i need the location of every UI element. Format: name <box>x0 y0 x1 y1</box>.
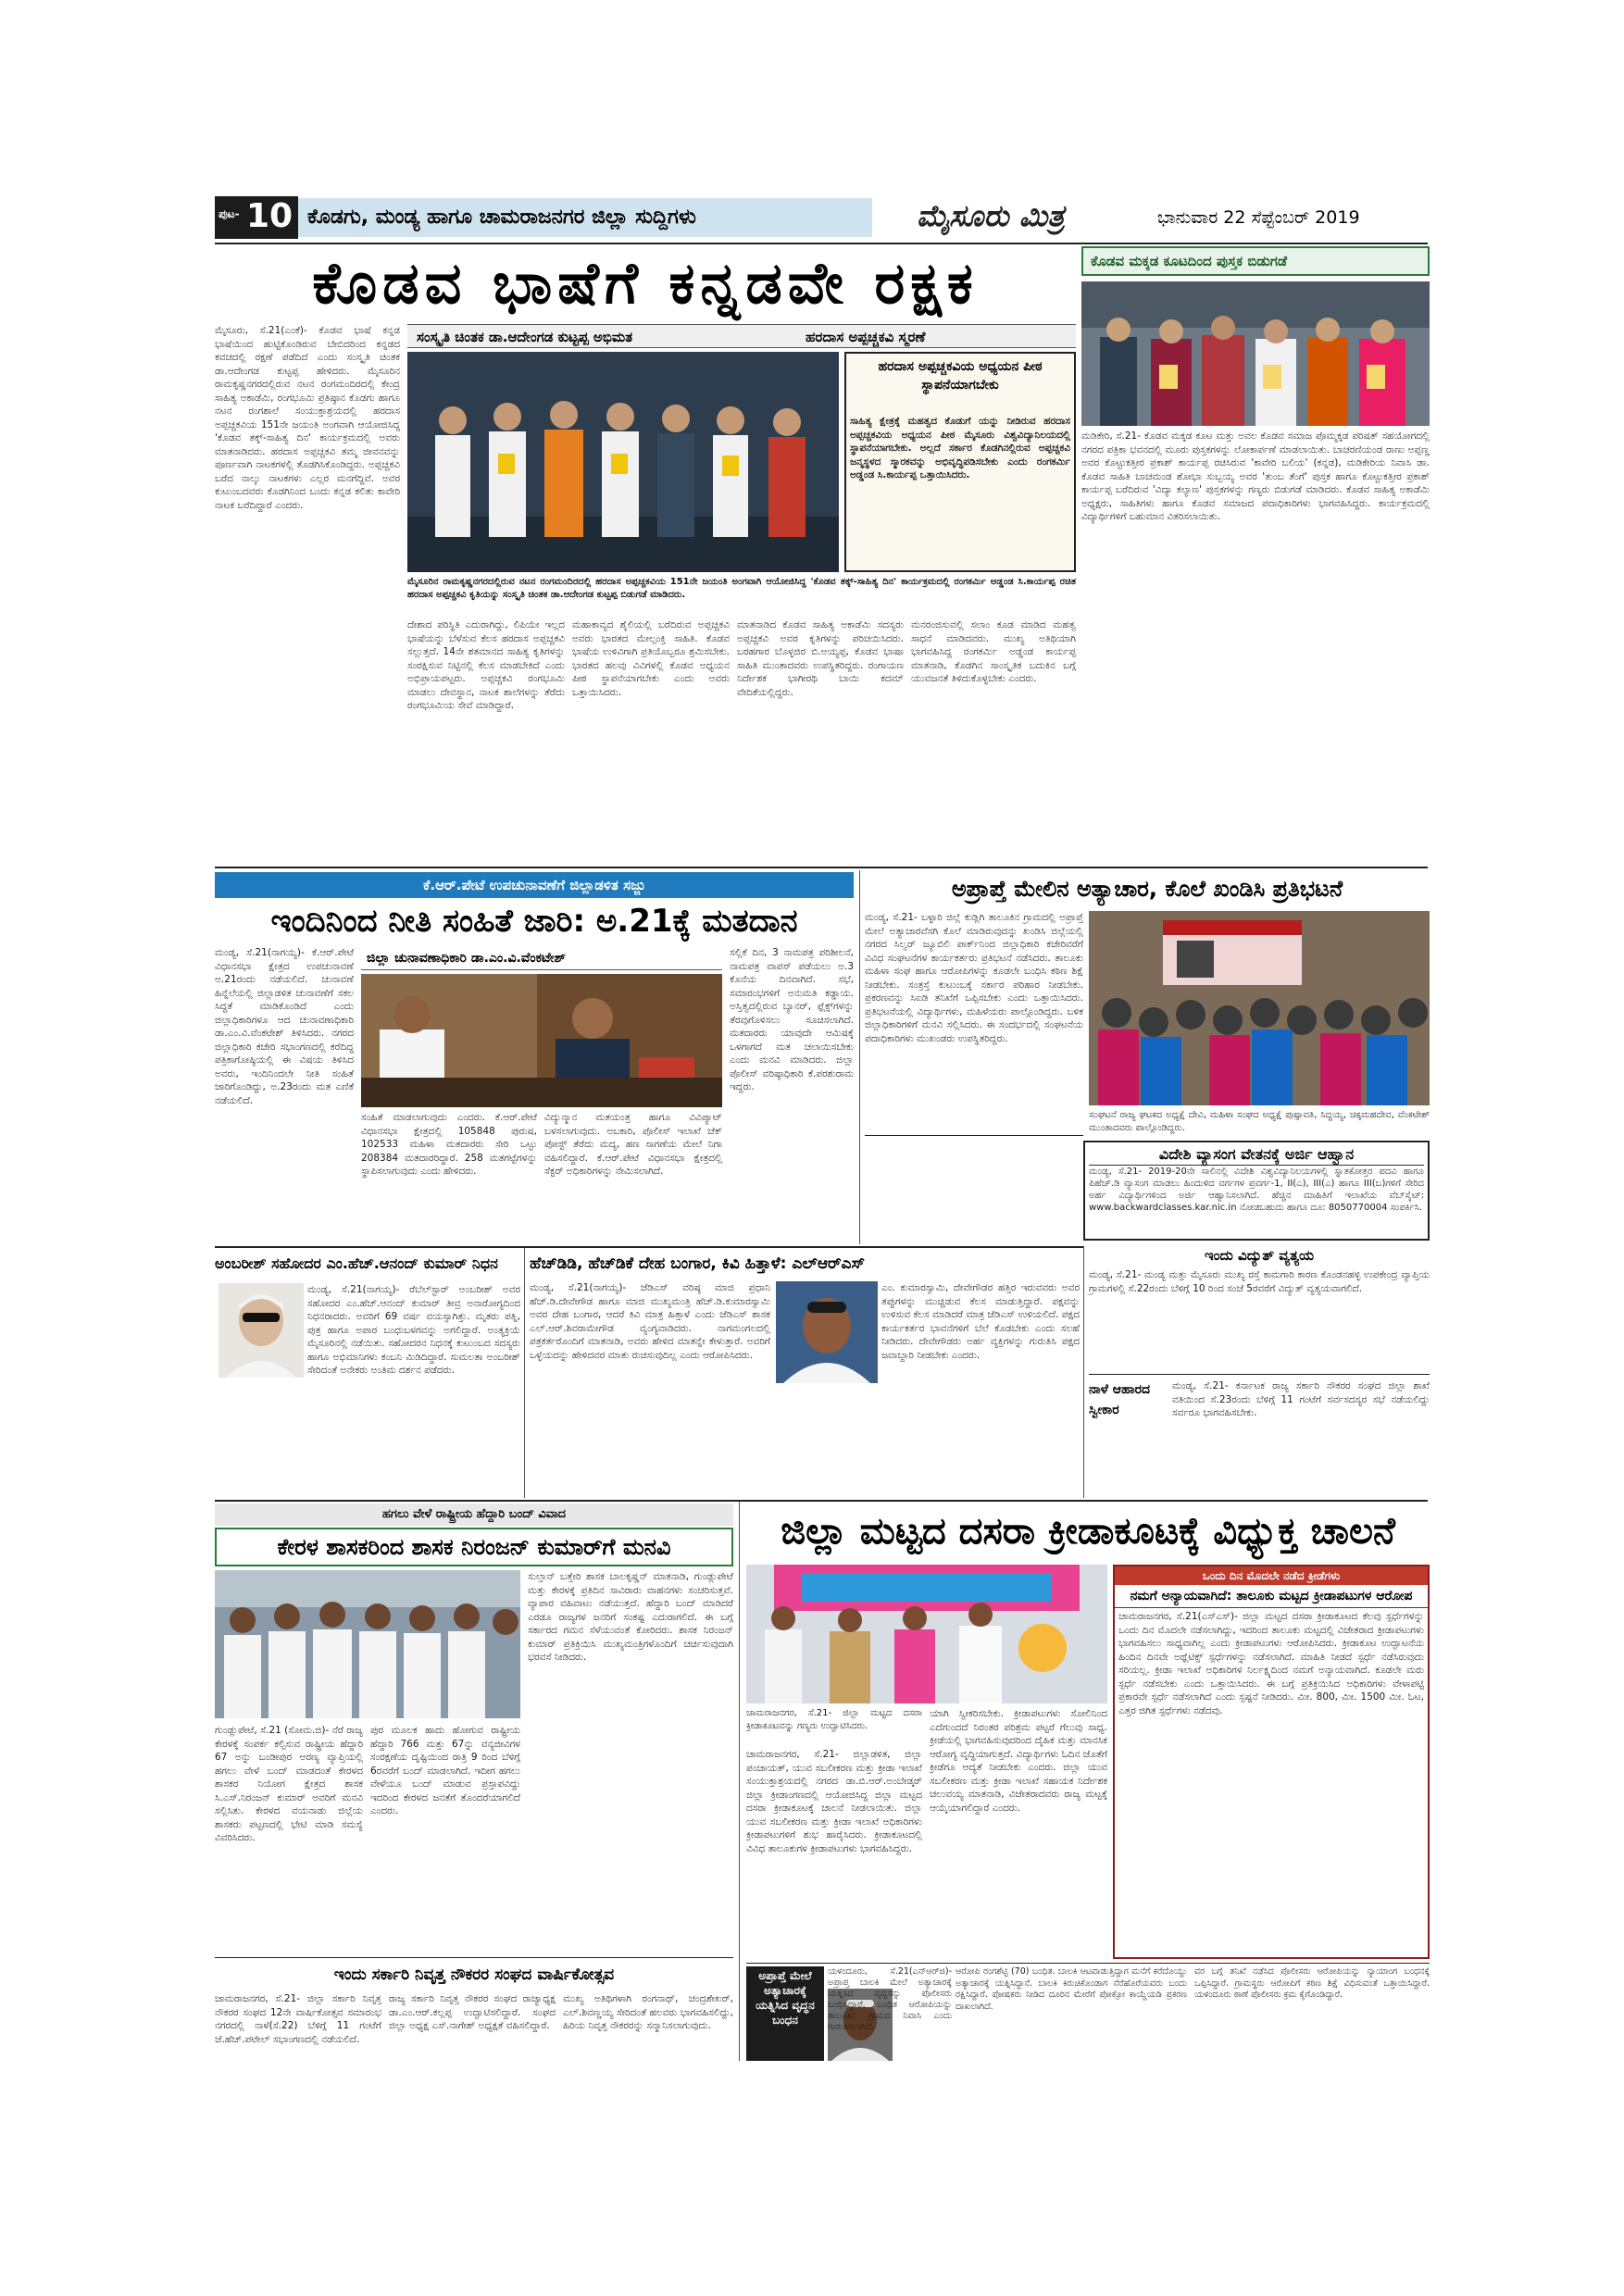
lead-sidebar-text: ಸಾಹಿತ್ಯ ಕ್ಷೇತ್ರಕ್ಕೆ ಮಹತ್ವದ ಕೊಡುಗೆ ಯನ್ನು ನೀಡಿರುವ ಹರದಾಸ ಅಪ್ಪಚ್ಚಕವಿಯ ಅಧ್ಯಯನ ಪೀಠ ಮೈಸೂರು ವಿಶ್ವವಿದ್ಯಾನಿಲಯದಲ್ಲಿ ಸ್ಥಾಪನೆಯಾಗಬೇಕು. ಅಲ್ಲದೆ ಸರ್ಕಾರ ಕೊಡಗಿನಲ್ಲಿರುವ ಅಪ್ಪಚ್ಚಕವಿ ಜನ್ಮಸ್ಥಳದ ಸ್ಮಾರಕವನ್ನು ಅಭಿವೃದ್ಧಿಪಡಿಸಬೇಕು ಎಂದು ರಂಗಕರ್ಮಿ ಅಡ್ಡಂಡ ಸಿ.ಕಾರ್ಯಪ್ಪ ಒತ್ತಾಯಿಸಿದರು. <box>850 416 1070 480</box>
arrest-col-1: ಯಳಂದೂರು, ಸೆ.21(ಎನ್‌ಆರ್‌ಜಿ)- ಅಪ್ರಾಪ್ತ ಬಾಲಕಿ ಮೇಲೆ ಅತ್ಯಾಚಾರಕ್ಕೆ ಯತ್ನಿಸಿದ ವೃದ್ಧನನ್ನು ಪೊಲೀಸರು ಬಂಧಿಸಿದ್ದಾರೆ. ಬಂಧಿತ ಆರೋಪಿಯನ್ನು ತಾಲೂಕಿನ ಗ್ರಾಮದ ನಿವಾಸಿ ಎಂದು ಗುರುತಿಸಲಾಗಿದೆ. <box>828 1966 952 2032</box>
arrest-label-box <box>746 1966 824 2061</box>
lead-subhead-1: ಸಂಸ್ಕೃತಿ ಚಿಂತಕ ಡಾ.ಆದೇಂಗಡ ಕುಟ್ಟಪ್ಪ ಅಭಿಮತ <box>417 329 633 345</box>
section-title: ಕೊಡಗು, ಮಂಡ್ಯ ಹಾಗೂ ಚಾಮರಾಜನಗರ ಜಿಲ್ಲಾ ಸುದ್ದಿಗಳು <box>298 198 872 237</box>
dasara-col-1: ಚಾಮರಾಜನಗರ, ಸೆ.21- ಜಿಲ್ಲಾಡಳಿತ, ಜಿಲ್ಲಾ ಪಂಚಾಯತ್, ಯುವ ಸಬಲೀಕರಣ ಮತ್ತು ಕ್ರೀಡಾ ಇಲಾಖೆ ಸಂಯುಕ್ತಾಶ್ರಯದಲ್ಲಿ ನಗರದ ಡಾ.ಬಿ.ಆರ್.ಅಂಬೇಡ್ಕರ್ ಜಿಲ್ಲಾ ಕ್ರೀಡಾಂಗಣದಲ್ಲಿ ಆಯೋಜಿಸಿದ್ದ ಜಿಲ್ಲಾ ಮಟ್ಟದ ದಸರಾ ಕ್ರೀಡಾಕೂಟಕ್ಕೆ ಚಾಲನೆ ನೀಡಲಾಯಿತು. ಜಿಲ್ಲಾ ಯುವ ಸಬಲೀಕರಣ ಮತ್ತು ಕ್ರೀಡಾ ಇಲಾಖೆ ಅಧಿಕಾರಿಗಳು ಕ್ರೀಡಾಪಟುಗಳಿಗೆ ಶುಭ ಹಾರೈಸಿದರು. ಕ್ರೀಡಾಕೂಟದಲ್ಲಿ ವಿವಿಧ ತಾಲೂಕುಗಳ ಕ್ರೀಡಾಪಟುಗಳು ಭಾಗವಹಿಸಿದ್ದರು. <box>746 1749 922 1854</box>
sports-box-text: ಚಾಮರಾಜನಗರ, ಸೆ.21(ಎಸ್‌ಎಸ್)- ಜಿಲ್ಲಾ ಮಟ್ಟದ ದಸರಾ ಕ್ರೀಡಾಕೂಟದ ಕೆಲವು ಸ್ಪರ್ಧೆಗಳನ್ನು ಒಂದು ದಿನ ಮೊದಲೇ ನಡೆಸಲಾಗಿದ್ದು, ಇದರಿಂದ ತಾಲೂಕು ಮಟ್ಟದಲ್ಲಿ ವಿಜೇತರಾದ ಕ್ರೀಡಾಪಟುಗಳು ಭಾಗವಹಿಸಲು ಸಾಧ್ಯವಾಗಿಲ್ಲ ಎಂದು ಕ್ರೀಡಾಪಟುಗಳು ಆರೋಪಿಸಿದರು. ಕ್ರೀಡಾಕೂಟ ಉದ್ಘಾಟನೆಯ ಹಿಂದಿನ ದಿನವೇ ಅಥ್ಲೆಟಿಕ್ಸ್ ಸ್ಪರ್ಧೆಗಳನ್ನು ನಡೆಸಲಾಗಿದೆ. ಮಾಹಿತಿ ನೀಡದೆ ಸ್ಪರ್ಧೆ ನಡೆಸಿರುವುದು ಸರಿಯಲ್ಲ. ಕ್ರೀಡಾ ಇಲಾಖೆ ಅಧಿಕಾರಿಗಳ ನಿರ್ಲಕ್ಷ್ಯದಿಂದ ನಮಗೆ ಅನ್ಯಾಯವಾಗಿದೆ. ಕೂಡಲೇ ಮರು ಸ್ಪರ್ಧೆ ನಡೆಸಬೇಕು ಎಂದು ಒತ್ತಾಯಿಸಿದರು. ಈ ಬಗ್ಗೆ ಪ್ರತಿಕ್ರಿಯಿಸಿದ ಅಧಿಕಾರಿಗಳು ವೇಳಾಪಟ್ಟಿ ಪ್ರಕಾರವೇ ಸ್ಪರ್ಧೆ ನಡೆಸಲಾಗಿದೆ ಎಂದು ಸ್ಪಷ್ಟನೆ ನೀಡಿದರು. ಮೀ. 800, ಮೀ. 1500 ಮೀ. ಓಟ, ಎತ್ತರ ಜಿಗಿತ ಸ್ಪರ್ಧೆಗಳು ನಡೆದವು. <box>1118 1611 1424 1716</box>
election-subhead: ಜಿಲ್ಲಾ ಚುನಾವಣಾಧಿಕಾರಿ ಡಾ.ಎಂ.ವಿ.ವೆಂಕಟೇಶ್ <box>367 951 566 966</box>
arrest-rule <box>746 1963 1430 1964</box>
arrest-label: ಅಪ್ರಾಪ್ತೆ ಮೇಲೆ ಅತ್ಯಾಚಾರಕ್ಕೆ ಯತ್ನಿಸಿದ ವೃದ್ಧನ ಬಂಧನ <box>756 1969 815 2027</box>
powercut-text: ಮಂಡ್ಯ, ಸೆ.21- ಮಂಡ್ಯ ಮತ್ತು ಮೈಸೂರು ಮುಖ್ಯ ರಸ್ತೆ ಕಾಮಗಾರಿ ಕಾರಣ ಕೊಂಡನಹಳ್ಳಿ ಉಪಕೇಂದ್ರ ವ್ಯಾಪ್ತಿಯ ಗ್ರಾಮಗಳಲ್ಲಿ ಸೆ.22ರಂದು ಬೆಳಿಗ್ಗೆ 10 ರಿಂದ ಸಂಜೆ 5ರವರೆಗೆ ವಿದ್ಯುತ್ ವ್ಯತ್ಯಯವಾಗಲಿದೆ. <box>1089 1269 1430 1294</box>
page-label: ಪುಟ- <box>219 207 240 220</box>
atrocity-photo-image <box>1089 911 1430 1105</box>
atrocity-photo <box>1089 911 1430 1105</box>
kodava-books-photo-image <box>1081 281 1430 426</box>
page-number: 10 <box>246 197 294 235</box>
kodava-books-photo <box>1081 281 1430 426</box>
hdk-photo <box>776 1281 878 1383</box>
scholarship-box <box>1083 1141 1430 1241</box>
lead-col-1: ಮೈಸೂರು, ಸೆ.21(ಎಂಕೆ)- ಕೊಡವ ಭಾಷೆ ಕನ್ನಡ ಭಾಷೆಯಿಂದ ಹುಟ್ಟಿಕೊಂಡಿರುವ ಬೇಬಿದರಿಂದ ಕನ್ನಡದ ಕವಚದಲ್ಲಿ ರಕ್ಷಣೆ ಪಡೆದಿದೆ ಎಂದು ಸಂಸ್ಕೃತಿ ಚಿಂತಕ ಡಾ.ಆದೇಂಗಡ ಕುಟ್ಟಪ್ಪ ಹೇಳಿದರು. ಮೈಸೂರಿನ ರಾಮಕೃಷ್ಣನಗರದಲ್ಲಿರುವ ನಟನ ರಂಗಮಂದಿರದಲ್ಲಿ ಕೇಂದ್ರ ಸಾಹಿತ್ಯ ಅಕಾಡೆಮಿ, ರಂಗಭೂಮಿ ಪ್ರತಿಷ್ಠಾನ ಕೊಡಗು ಹಾಗೂ ನಟನ ರಂಗಶಾಲೆ ಸಂಯುಕ್ತಾಶ್ರಯದಲ್ಲಿ ಹರದಾಸ ಅಪ್ಪಚ್ಚಕವಿಯ 151ನೇ ಜಯಂತಿ ಅಂಗವಾಗಿ ಆಯೋಜಿಸಿದ್ದ 'ಕೊಡವ ತಕ್ಕ್-ಸಾಹಿತ್ಯ ದಿನ' ಕಾರ್ಯಕ್ರಮದಲ್ಲಿ ಅವರು ಮಾತನಾಡಿದರು. ಹರದಾಸ ಅಪ್ಪಚ್ಚಕವಿ ತಮ್ಮ ಜೀವನವನ್ನು ಪೂರ್ಣವಾಗಿ ನಾಟಕಗಳಲ್ಲಿ ತೊಡಗಿಸಿಕೊಂಡಿದ್ದರು. ಅಪ್ಪಚ್ಚಕವಿ ಬರೆದ ನಾಲ್ಕು ನಾಟಕಗಳು ಎಲ್ಲರ ಮನಗೆದ್ದಿವೆ. ಅವರ ಕುಟುಂಬದವರು ಕೊಡಗಿನಿಂದ ಬಂದು ಕನ್ನಡ ಕಲಿತು ಕಾವೇರಿ ನಾಟಕ ಬರೆದಿದ್ದಾರೆ ಎಂದರು. <box>215 325 400 511</box>
election-photo-image <box>361 974 722 1107</box>
lead-col-5: ಮನರಂಜಿಸುವಲ್ಲಿ ಸಲಾಂ ಕೂಡ ಮಾಡಿದ ಮಹತ್ವ ಸಾಧನೆ ಮಾಡಿದವರು. ಮುಖ್ಯ ಅತಿಥಿಯಾಗಿ ಭಾಗವಹಿಸಿದ್ದ ರಂಗಕರ್ಮಿ ಅಡ್ಡಂಡ ಕಾರ್ಯಪ್ಪ ಮಾತನಾಡಿ, ಕೊಡಗಿನ ಸಾಂಸ್ಕೃತಿಕ ಬದುಕಿನ ಬಗ್ಗೆ ಯುವಜನತೆ ತಿಳಿದುಕೊಳ್ಳಬೇಕು ಎಂದರು. <box>911 619 1076 684</box>
kodava-books-title-bar <box>1081 246 1430 276</box>
atrocity-caption: ಸಂಘಟನೆ ರಾಜ್ಯ ಘಟಕದ ಅಧ್ಯಕ್ಷೆ ದೇವಿ, ಮಹಿಳಾ ಸಂಘದ ಅಧ್ಯಕ್ಷೆ ಪುಷ್ಪಾವತಿ, ಸಿದ್ದಯ್ಯ, ಚಿಕ್ಕಮಹದೇವ, ವೆಂಕಟೇಶ್ ಮುಂತಾದವರು ಪಾಲ್ಗೊಂಡಿದ್ದರು. <box>1089 1110 1430 1133</box>
lead-col-4: ಮಾತನಾಡಿದ ಕೊಡವ ಸಾಹಿತ್ಯ ಅಕಾಡೆಮಿ ಸದಸ್ಯರು ಅಪ್ಪಚ್ಚಕವಿ ಅವರ ಕೃತಿಗಳನ್ನು ಪರಿಚಯಿಸಿದರು. ಬರಹಗಾರ ಬೊಳ್ಳಜಿರ ಬಿ.ಅಯ್ಯಪ್ಪ, ಕೊಡವ ಭಾಷಾ ಸಾಹಿತಿ ಮುಂತಾದವರು ಉಪಸ್ಥಿತರಿದ್ದರು. ರಂಗಾಯಣ ನಿರ್ದೇಶಕ ಭಾಗೀರಥಿ ಬಾಯಿ ಕದಮ್ ವೇದಿಕೆಯಲ್ಲಿದ್ದರು. <box>737 619 904 698</box>
election-divider <box>859 870 860 1244</box>
election-col-2: ಸಂಹಿತೆ ಮಾಡಲಾಗುವುದು ಎಂದರು. ಕೆ.ಆರ್.ಪೇಟೆ ವಿಧಾನಸಭಾ ಕ್ಷೇತ್ರದಲ್ಲಿ 105848 ಪುರುಷ, 102533 ಮಹಿಳಾ ಮತದಾರರು ಸೇರಿ ಒಟ್ಟು 208384 ಮತದಾರರಿದ್ದಾರೆ. 258 ಮತಗಟ್ಟೆಗಳನ್ನು ಸ್ಥಾಪಿಸಲಾಗುವುದು ಎಂದು ಹೇಳಿದರು. <box>361 1112 537 1177</box>
scholarship-title: ವಿದೇಶಿ ವ್ಯಾಸಂಗ ವೇತನಕ್ಕೆ ಅರ್ಜಿ ಆಹ್ವಾನ <box>1089 1144 1424 1166</box>
dasara-headline: ಜಿಲ್ಲಾ ಮಟ್ಟದ ದಸರಾ ಕ್ರೀಡಾಕೂಟಕ್ಕೆ ವಿಧ್ಯುಕ್ತ ಚಾಲನೆ <box>781 1510 1395 1553</box>
tomorrow-text: ಮಂಡ್ಯ, ಸೆ.21- ಕರ್ನಾಟಕ ರಾಜ್ಯ ಸರ್ಕಾರಿ ನೌಕರರ ಸಂಘದ ಜಿಲ್ಲಾ ಶಾಖೆ ವತಿಯಿಂದ ಸೆ.23ರಂದು ಬೆಳಿಗ್ಗೆ 11 ಗಂಟೆಗೆ ಸರ್ವಸದಸ್ಯರ ಸಭೆ ನಡೆಯಲಿದ್ದು ಸರ್ವರೂ ಭಾಗವಹಿಸಬೇಕು. <box>1172 1380 1430 1418</box>
kerala-kicker-bar <box>215 1504 733 1526</box>
hdk-col-1: ಮಂಡ್ಯ, ಸೆ.21(ನಾಗಯ್ಯ)- ಜೆಡಿಎಸ್ ವರಿಷ್ಠ ಮಾಜಿ ಪ್ರಧಾನಿ ಹೆಚ್.ಡಿ.ದೇವೇಗೌಡ ಹಾಗೂ ಮಾಜಿ ಮುಖ್ಯಮಂತ್ರಿ ಹೆಚ್.ಡಿ.ಕುಮಾರಸ್ವಾಮಿ ಅವರ ದೇಹ ಬಂಗಾರ, ಆದರೆ ಕಿವಿ ಮಾತ್ರ ಹಿತ್ತಾಳೆ ಎಂದು ಜೆಡಿಎಸ್ ಶಾಸಕ ಎಲ್.ಆರ್.ಶಿವರಾಮೇಗೌಡ ವ್ಯಂಗ್ಯವಾಡಿದರು. ನಾಗಮಂಗಲದಲ್ಲಿ ಪತ್ರಕರ್ತರೊಂದಿಗೆ ಮಾತನಾಡಿ, ಅವರು ಹೇಳಿದ ಮಾತನ್ನೇ ಕೇಳುತ್ತಾರೆ. ಅವರಿಗೆ ಒಳ್ಳೆಯದನ್ನು ಹೇಳಿದವರ ಮಾತು ರುಚಿಸುವುದಿಲ್ಲ ಎಂದು ಆರೋಪಿಸಿದರು. <box>530 1282 770 1361</box>
row3-rule <box>215 1246 1083 1248</box>
header-rule <box>215 243 1428 244</box>
election-col-1: ಮಂಡ್ಯ, ಸೆ.21(ನಾಗಯ್ಯ)- ಕೆ.ಆರ್.ಪೇಟೆ ವಿಧಾನಸಭಾ ಕ್ಷೇತ್ರದ ಉಪಚುನಾವಣೆ ಅ.21ರಂದು ನಡೆಯಲಿದೆ. ಚುನಾವಣೆ ಹಿನ್ನೆಲೆಯಲ್ಲಿ ಜಿಲ್ಲಾಡಳಿತ ಚುನಾವಣೆಗೆ ಸಕಲ ಸಿದ್ಧತೆ ಮಾಡಿಕೊಂಡಿದೆ ಎಂದು ಜಿಲ್ಲಾಧಿಕಾರಿಗಳೂ ಆದ ಚುನಾವಣಾಧಿಕಾರಿ ಡಾ.ಎಂ.ವಿ.ವೆಂಕಟೇಶ್ ತಿಳಿಸಿದರು. ನಗರದ ಜಿಲ್ಲಾಧಿಕಾರಿ ಕಚೇರಿ ಸಭಾಂಗಣದಲ್ಲಿ ಕರೆದಿದ್ದ ಪತ್ರಿಕಾಗೋಷ್ಠಿಯಲ್ಲಿ ಈ ವಿಷಯ ತಿಳಿಸಿದ ಅವರು, ಇಂದಿನಿಂದಲೇ ನೀತಿ ಸಂಹಿತೆ ಜಾರಿಗೊಂಡಿದ್ದು, ಅ.23ರಂದು ಮತ ಎಣಿಕೆ ನಡೆಯಲಿದೆ. <box>215 947 354 1106</box>
lead-photo-caption: ಮೈಸೂರಿನ ರಾಮಕೃಷ್ಣನಗರದಲ್ಲಿರುವ ನಟನ ರಂಗಮಂದಿರದಲ್ಲಿ ಹರದಾಸ ಅಪ್ಪಚ್ಚಕವಿಯ 151ನೇ ಜಯಂತಿ ಅಂಗವಾಗಿ ಆಯೋಜಿಸಿದ್ದ 'ಕೊಡವ ತಕ್ಕ್-ಸಾಹಿತ್ಯ ದಿನ' ಕಾರ್ಯಕ್ರಮದಲ್ಲಿ ರಂಗಕರ್ಮಿ ಅಡ್ಡಂಡ ಸಿ.ಕಾರ್ಯಪ್ಪ ರಚಿತ ಹರದಾಸ ಅಪ್ಪಚ್ಚಕವಿ ಕೃತಿಯನ್ನು ಸಂಸ್ಕೃತಿ ಚಿಂತಕ ಡಾ.ಆದೇಂಗಡ ಕುಟ್ಟಪ್ಪ ಬಿಡುಗಡೆ ಮಾಡಿದರು. <box>407 577 1076 600</box>
lead-col-2: ದೇಶಾದ ಪರಿಸ್ಥಿತಿ ಎದುರಾಗಿದ್ದು, ಲಿಪಿಯೇ ಇಲ್ಲದ ಭಾಷೆಯನ್ನು ಬೆಳೆಸುವ ಕೆಲಸ ಹರದಾಸ ಅಪ್ಪಚ್ಚಕವಿ ಸಲ್ಲುತ್ತದೆ. 14ನೇ ಶತಮಾನದ ಸಾಹಿತ್ಯ ಕೃತಿಗಳನ್ನು ಸಂರಕ್ಷಿಸುವ ನಿಟ್ಟಿನಲ್ಲಿ ಕೆಲಸ ಮಾಡಬೇಕಿದೆ ಎಂದು ಅಭಿಪ್ರಾಯಪಟ್ಟರು. ಅಪ್ಪಚ್ಚಕವಿ ರಂಗಭೂಮಿ ಮಾಡಲು ದೇವಸ್ಥಾನ, ನಾಟಕ ಶಾಲೆಗಳನ್ನು ತೆರೆದು ರಂಗಭೂಮಿಯ ಸೇವೆ ಮಾಡಿದ್ದಾರೆ. <box>407 619 565 711</box>
kerala-headline-box <box>215 1528 733 1566</box>
masthead: ಮೈಸೂರು ಮಿತ್ರ <box>917 198 1065 233</box>
scholarship-text: ಮಂಡ್ಯ, ಸೆ.21- 2019-20ನೇ ಸಾಲಿನಲ್ಲಿ ವಿದೇಶಿ ವಿಶ್ವವಿದ್ಯಾನಿಲಯಗಳಲ್ಲಿ ಸ್ನಾತಕೋತ್ತರ ಪದವಿ ಹಾಗೂ ಪಿಹೆಚ್.ಡಿ ವ್ಯಾಸಂಗ ಮಾಡಲು ಹಿಂದುಳಿದ ವರ್ಗಗಳ ಪ್ರವರ್ಗ-1, II(ಎ), III(ಎ) ಹಾಗೂ III(ಬ)ಗಳಿಗೆ ಸೇರಿದ ಅರ್ಹ ವಿದ್ಯಾರ್ಥಿಗಳಿಂದ ಅರ್ಜಿ ಆಹ್ವಾನಿಸಲಾಗಿದೆ. ಹೆಚ್ಚಿನ ಮಾಹಿತಿಗೆ ಇಲಾಖೆಯ ವೆಬ್‌ಸೈಟ್: www.backwardclasses.kar.nic.in ನೋಡಬಹುದು ಹಾಗೂ ದೂ: 8050770004 ಸಂಪರ್ಕಿಸಿ. <box>1089 1167 1424 1213</box>
lead-sidebar-title: ಹರದಾಸ ಅಪ್ಪಚ್ಚಕವಿಯ ಅಧ್ಯಯನ ಪೀಠ ಸ್ಥಾಪನೆಯಾಗಬೇಕು <box>878 359 1043 393</box>
election-headline: ಇಂದಿನಿಂದ ನೀತಿ ಸಂಹಿತೆ ಜಾರಿ: ಅ.21ಕ್ಕೆ ಮತದಾನ <box>270 903 798 940</box>
lead-sidebar-box <box>844 352 1076 572</box>
hdk-col-2: ಎಂ. ಕುಮಾರಸ್ವಾಮಿ, ದೇವೇಗೌಡರ ಹತ್ತಿರ ಇರುವವರು ಅವರ ತಪ್ಪುಗಳನ್ನು ಮುಚ್ಚಿಡುವ ಕೆಲಸ ಮಾಡುತ್ತಿದ್ದಾರೆ. ಪಕ್ಷವನ್ನು ಉಳಿಸುವ ಕೆಲಸ ಮಾಡಿದರೆ ಮಾತ್ರ ಜೆಡಿಎಸ್ ಉಳಿಯಲಿದೆ. ಪಕ್ಷದ ಕಾರ್ಯಕರ್ತರ ಭಾವನೆಗಳಿಗೆ ಬೆಲೆ ಕೊಡಬೇಕು ಎಂದು ಸಲಹೆ ನೀಡಿದರು. ದೇವೇಗೌಡರು ಅರ್ಹ ವ್ಯಕ್ತಿಗಳನ್ನು ಗುರುತಿಸಿ ಪಕ್ಷದ ಜವಾಬ್ದಾರಿ ನೀಡಬೇಕು ಎಂದರು. <box>881 1282 1081 1361</box>
lead-subhead-strip <box>407 324 1076 348</box>
retired-col-2: ರಾಜ್ಯ ಸರ್ಕಾರಿ ನಿವೃತ್ತ ನೌಕರರ ಸಂಘದ ರಾಜ್ಯಾಧ್ಯಕ್ಷ ಡಾ.ಎಂ.ಆರ್.ಕಲ್ಲಪ್ಪ ಉದ್ಘಾಟಿಸಲಿದ್ದಾರೆ. ಸಂಘದ ಜಿಲ್ಲಾ ಅಧ್ಯಕ್ಷ ಎಸ್.ನಾಗೇಶ್ ಅಧ್ಯಕ್ಷತೆ ವಹಿಸಲಿದ್ದಾರೆ. <box>389 1993 556 2031</box>
arrest-col-3: ವರ ಬಗ್ಗೆ ತನಿಖೆ ನಡೆಸಿದ ಪೊಲೀಸರು ಆರೋಪಿಯನ್ನು ನ್ಯಾಯಾಂಗ ಬಂಧನಕ್ಕೆ ಒಪ್ಪಿಸಿದ್ದಾರೆ. ಗ್ರಾಮಸ್ಥರು ಆರೋಪಿಗೆ ಕಠಿಣ ಶಿಕ್ಷೆ ವಿಧಿಸುವಂತೆ ಒತ್ತಾಯಿಸಿದ್ದಾರೆ. ಯಳಂದೂರು ಠಾಣೆ ಪೊಲೀಸರು ಕ್ರಮ ಕೈಗೊಂಡಿದ್ದಾರೆ. <box>1194 1966 1430 2000</box>
sports-box-kicker: ಒಂದು ದಿನ ಮೊದಲೇ ನಡೆದ ಕ್ರೀಡೆಗಳು <box>1115 1566 1428 1585</box>
election-col-4: ಸಲ್ಲಿಕೆ ದಿನ, 3 ನಾಮಪತ್ರ ಪರಿಶೀಲನೆ, ನಾಮಪತ್ರ ವಾಪಸ್ ಪಡೆಯಲು ಅ.3 ಕೊನೆಯ ದಿನವಾಗಿದೆ. ಸಭೆ, ಸಮಾರಂಭಗಳಿಗೆ ಅನುಮತಿ ಕಡ್ಡಾಯ. ಅಸ್ತಿತ್ವದಲ್ಲಿರುವ ಬ್ಯಾನರ್, ಫ್ಲೆಕ್ಸ್‌ಗಳನ್ನು ತೆರವುಗೊಳಿಸಲು ಸೂಚಿಸಲಾಗಿದೆ. ಮತದಾರರು ಯಾವುದೇ ಆಮಿಷಕ್ಕೆ ಒಳಗಾಗದೆ ಮತ ಚಲಾಯಿಸಬೇಕು ಎಂದು ಮನವಿ ಮಾಡಿದರು. ಜಿಲ್ಲಾ ಪೊಲೀಸ್ ವರಿಷ್ಠಾಧಿಕಾರಿ ಕೆ.ಪರಶುರಾಮ ಇದ್ದರು. <box>730 947 854 1092</box>
retired-col-3: ಮುಖ್ಯ ಅತಿಥಿಗಳಾಗಿ ರಂಗನಾಥ್, ಚಂದ್ರಶೇಖರ್, ಎಲ್.ಶಿವಣ್ಣಯ್ಯ ಸೇರಿದಂತೆ ಹಲವರು ಭಾಗವಹಿಸಲಿದ್ದು, ಹಿರಿಯ ನಿವೃತ್ತ ನೌಕರರನ್ನು ಸನ್ಮಾನಿಸಲಾಗುವುದು. <box>563 1993 733 2031</box>
lead-headline: ಕೊಡವ ಭಾಷೆಗೆ ಕನ್ನಡವೇ ರಕ್ಷಕ <box>312 249 979 317</box>
row4-rule <box>215 1500 1428 1502</box>
hdk-headline: ಹೆಚ್‌ಡಿಡಿ, ಹೆಚ್‌ಡಿಕೆ ದೇಹ ಬಂಗಾರ, ಕಿವಿ ಹಿತ್ತಾಳೆ: ಎಲ್‌ಆರ್‌ಎಸ್ <box>530 1254 865 1273</box>
kerala-photo-image <box>215 1570 520 1718</box>
dasara-photo-image <box>746 1565 1107 1703</box>
kerala-kicker: ಹಗಲು ವೇಳೆ ರಾಷ್ಟ್ರೀಯ ಹೆದ್ದಾರಿ ಬಂದ್ ವಿವಾದ <box>381 1507 567 1521</box>
lead-subhead-2: ಹರದಾಸ ಅಪ್ಪಚ್ಚಕವಿ ಸ್ಮರಣೆ <box>806 329 926 345</box>
election-col-3: ವಿದ್ಯುನ್ಮಾನ ಮತಯಂತ್ರ ಹಾಗೂ ವಿವಿಪ್ಯಾಟ್ ಬಳಸಲಾಗುವುದು. ಅಬಕಾರಿ, ಪೊಲೀಸ್ ಇಲಾಖೆ ಚೆಕ್ ಪೋಸ್ಟ್ ತೆರೆದು ಮದ್ಯ, ಹಣ ಸಾಗಣೆಯ ಮೇಲೆ ನಿಗಾ ವಹಿಸಲಿದ್ದಾರೆ. ಕೆ.ಆರ್.ಪೇಟೆ ವಿಧಾನಸಭಾ ಕ್ಷೇತ್ರದಲ್ಲಿ ಸೆಕ್ಟರ್ ಅಧಿಕಾರಿಗಳನ್ನು ನೇಮಿಸಲಾಗಿದೆ. <box>544 1112 722 1177</box>
kodava-books-title: ಕೊಡವ ಮಕ್ಕಡ ಕೂಟದಿಂದ ಪುಸ್ತಕ ಬಿಡುಗಡೆ <box>1091 253 1288 269</box>
retired-rule <box>215 1957 733 1958</box>
kerala-col-2: ಪುರ ಮೂಲಕ ಹಾದು ಹೋಗುವ ರಾಷ್ಟ್ರೀಯ ಹೆದ್ದಾರಿ 766 ಮತ್ತು 67ನ್ನು ವನ್ಯಜೀವಿಗಳ ಸಂರಕ್ಷಣೆಯ ದೃಷ್ಟಿಯಿಂದ ರಾತ್ರಿ 9 ರಿಂದ ಬೆಳಿಗ್ಗೆ 6ರವರೆಗೆ ಬಂದ್ ಮಾಡಲಾಗಿದೆ. ಇದೀಗ ಹಗಲು ವೇಳೆಯೂ ಬಂದ್ ಮಾಡುವ ಪ್ರಸ್ತಾಪವಿದ್ದು ಇದರಿಂದ ಕೇರಳದ ಜನತೆಗೆ ತೊಂದರೆಯಾಗಲಿದೆ ಎಂದರು. <box>370 1725 520 1816</box>
election-photo <box>361 974 722 1107</box>
page-number-badge <box>215 196 298 239</box>
atrocity-headline: ಅಪ್ರಾಪ್ತೆ ಮೇಲಿನ ಅತ್ಯಾಚಾರ, ಕೊಲೆ ಖಂಡಿಸಿ ಪ್ರತಿಭಟನೆ <box>951 876 1343 902</box>
obituary-divider <box>524 1248 525 1498</box>
lead-bottom-rule <box>215 867 1428 868</box>
lead-photo-image <box>407 352 839 572</box>
obituary-headline: ಅಂಬರೀಶ್ ಸಹೋದರ ಎಂ.ಹೆಚ್.ಆನಂದ್ ಕುಮಾರ್ ನಿಧನ <box>215 1254 498 1272</box>
dasara-col-2: ಯಾಗಿ ಸ್ವೀಕರಿಸಬೇಕು. ಕ್ರೀಡಾಪಟುಗಳು ಸೋಲಿನಿಂದ ಎದೆಗುಂದದೆ ನಿರಂತರ ಪರಿಶ್ರಮ ಪಟ್ಟರೆ ಗೆಲುವು ಸಾಧ್ಯ. ಕ್ರೀಡೆಯಲ್ಲಿ ಭಾಗವಹಿಸುವುದರಿಂದ ದೈಹಿಕ ಮತ್ತು ಮಾನಸಿಕ ಆರೋಗ್ಯ ವೃದ್ಧಿಯಾಗುತ್ತದೆ. ವಿದ್ಯಾರ್ಥಿಗಳು ಓದಿನ ಜೊತೆಗೆ ಕ್ರೀಡೆಗೂ ಆದ್ಯತೆ ನೀಡಬೇಕು ಎಂದರು. ಜಿಲ್ಲಾ ಯುವ ಸಬಲೀಕರಣ ಮತ್ತು ಕ್ರೀಡಾ ಇಲಾಖೆ ಸಹಾಯಕ ನಿರ್ದೇಶಕ ಚಲುವಯ್ಯ ಮಾತನಾಡಿ, ವಿಜೇತರಾದವರು ರಾಜ್ಯ ಮಟ್ಟಕ್ಕೆ ಆಯ್ಕೆಯಾಗಲಿದ್ದಾರೆ ಎಂದರು. <box>930 1708 1107 1814</box>
obituary-text: ಮಂಡ್ಯ, ಸೆ.21(ನಾಗಯ್ಯ)- ರೆಬೆಲ್‌ಸ್ಟಾರ್ ಅಂಬರೀಶ್ ಅವರ ಸಹೋದರ ಎಂ.ಹೆಚ್.ಆನಂದ್ ಕುಮಾರ್ ತೀವ್ರ ಅನಾರೋಗ್ಯದಿಂದ ನಿಧನರಾದರು. ಅವರಿಗೆ 69 ವರ್ಷ ವಯಸ್ಸಾಗಿತ್ತು. ಮೃತರು ಪತ್ನಿ, ಪುತ್ರ ಹಾಗೂ ಅಪಾರ ಬಂಧುಬಳಗವನ್ನು ಅಗಲಿದ್ದಾರೆ. ಅಂತ್ಯಕ್ರಿಯೆ ಮೈಸೂರಿನಲ್ಲಿ ನಡೆಯಿತು. ಸಹೋದರನ ನಿಧನಕ್ಕೆ ಕುಟುಂಬದ ಸದಸ್ಯರು ಹಾಗೂ ಅಭಿಮಾನಿಗಳು ಕಂಬನಿ ಮಿಡಿದಿದ್ದಾರೆ. ಸುಮಲತಾ ಅಂಬರೀಶ್ ಸೇರಿದಂತೆ ಅನೇಕರು ಅಂತಿಮ ದರ್ಶನ ಪಡೆದರು. <box>307 1284 520 1376</box>
kerala-col-1: ಗುಂಡ್ಲುಪೇಟೆ, ಸೆ.21 (ಸೋಮ.ಜಿ)- ನೆರೆ ರಾಜ್ಯ ಕೇರಳಕ್ಕೆ ಸಂಪರ್ಕ ಕಲ್ಪಿಸುವ ರಾಷ್ಟ್ರೀಯ ಹೆದ್ದಾರಿ 67 ಅನ್ನು ಬಂಡೀಪುರ ಅರಣ್ಯ ವ್ಯಾಪ್ತಿಯಲ್ಲಿ ಹಗಲು ವೇಳೆ ಬಂದ್ ಮಾಡದಂತೆ ಕೇರಳದ ಶಾಸಕರ ನಿಯೋಗ ಕ್ಷೇತ್ರದ ಶಾಸಕ ಸಿ.ಎಸ್.ನಿರಂಜನ್ ಕುಮಾರ್ ಅವರಿಗೆ ಮನವಿ ಸಲ್ಲಿಸಿತು. ಕೇರಳದ ವಯನಾಡು ಜಿಲ್ಲೆಯ ಶಾಸಕರು ಪಟ್ಟಣದಲ್ಲಿ ಭೇಟಿ ಮಾಡಿ ಸಮಸ್ಯೆ ವಿವರಿಸಿದರು. <box>215 1725 363 1843</box>
retired-headline: ಇಂದು ಸರ್ಕಾರಿ ನಿವೃತ್ತ ನೌಕರರ ಸಂಘದ ವಾರ್ಷಿಕೋತ್ಸವ <box>333 1965 615 1984</box>
dasara-divider <box>739 1502 740 2061</box>
retired-col-1: ಚಾಮರಾಜನಗರ, ಸೆ.21- ಜಿಲ್ಲಾ ಸರ್ಕಾರಿ ನಿವೃತ್ತ ನೌಕರರ ಸಂಘದ 12ನೇ ವಾರ್ಷಿಕೋತ್ಸವ ಸಮಾರಂಭ ನಗರದಲ್ಲಿ ನಾಳೆ(ಸೆ.22) ಬೆಳಿಗ್ಗೆ 11 ಗಂಟೆಗೆ ಜೆ.ಹೆಚ್.ಪಟೇಲ್ ಸಭಾಂಗಣದಲ್ಲಿ ನಡೆಯಲಿದೆ. <box>215 1993 381 2045</box>
dasara-photo <box>746 1565 1107 1703</box>
scholarship-rule <box>865 1135 1083 1136</box>
election-kicker: ಕೆ.ಆರ್.ಪೇಟೆ ಉಪಚುನಾವಣೆಗೆ ಜಿಲ್ಲಾಡಳಿತ ಸಜ್ಜು <box>215 872 854 898</box>
lead-photo <box>407 352 839 572</box>
lead-col-3: ಮಹಾಕಾವ್ಯದ ಶೈಲಿಯಲ್ಲಿ ಬರೆದಿರುವ ಅಪ್ಪಚ್ಚಕವಿ ಅವರು ಭಾರತದ ಮೇಲ್ಪಂಕ್ತಿ ಸಾಹಿತಿ. ಕೊಡವ ಭಾಷೆಯ ಉಳಿವಿಗಾಗಿ ಪ್ರತಿಯೊಬ್ಬರೂ ಶ್ರಮಿಸಬೇಕು. ಭಾರತದ ಹಲವು ವಿವಿಗಳಲ್ಲಿ ಕೊಡವ ಅಧ್ಯಯನ ಪೀಠ ಸ್ಥಾಪನೆಯಾಗಬೇಕು ಎಂದು ಅವರು ಒತ್ತಾಯಿಸಿದರು. <box>572 619 730 698</box>
arrest-col-2: ಆರೋಪಿ ರಂಗಶೆಟ್ಟಿ (70) ಬಂಧಿತ. ಬಾಲಕಿ ಆಟವಾಡುತ್ತಿದ್ದಾಗ ಮನೆಗೆ ಕರೆದೊಯ್ದು ಅತ್ಯಾಚಾರಕ್ಕೆ ಯತ್ನಿಸಿದ್ದಾನೆ. ಬಾಲಕಿ ಕಿರುಚಿಕೊಂಡಾಗ ನೆರೆಹೊರೆಯವರು ಬಂದು ರಕ್ಷಿಸಿದ್ದಾರೆ. ಪೋಷಕರು ನೀಡಿದ ದೂರಿನ ಮೇರೆಗೆ ಪೋಕ್ಸೋ ಕಾಯ್ದೆಯಡಿ ಪ್ರಕರಣ ದಾಖಲಾಗಿದೆ. <box>956 1966 1187 2012</box>
tomorrow-label: ನಾಳೆ ಆಹಾರದ ಸ್ವೀಕಾರ <box>1089 1382 1151 1417</box>
kerala-headline: ಕೇರಳ ಶಾಸಕರಿಂದ ಶಾಸಕ ನಿರಂಜನ್ ಕುಮಾರ್‌ಗೆ ಮನವಿ <box>277 1534 671 1560</box>
kerala-col-3: ಸುಲ್ತಾನ್ ಬತ್ತೇರಿ ಶಾಸಕ ಬಾಲಕೃಷ್ಣನ್ ಮಾತನಾಡಿ, ಗುಂಡ್ಲುಪೇಟೆ ಮತ್ತು ಕೇರಳಕ್ಕೆ ಪ್ರತಿದಿನ ಸಾವಿರಾರು ವಾಹನಗಳು ಸಂಚರಿಸುತ್ತವೆ. ವ್ಯಾಪಾರ ವಹಿವಾಟು ನಡೆಯುತ್ತದೆ. ಹೆದ್ದಾರಿ ಬಂದ್ ಮಾಡಿದರೆ ಎರಡೂ ರಾಜ್ಯಗಳ ಜನರಿಗೆ ಸಂಕಷ್ಟ ಎದುರಾಗಲಿದೆ. ಈ ಬಗ್ಗೆ ಸರ್ಕಾರದ ಗಮನ ಸೆಳೆಯುವಂತೆ ಕೋರಿದರು. ಶಾಸಕ ನಿರಂಜನ್ ಕುಮಾರ್ ಪ್ರತಿಕ್ರಿಯಿಸಿ ಮುಖ್ಯಮಂತ್ರಿಗಳೊಂದಿಗೆ ಚರ್ಚಿಸುವುದಾಗಿ ಭರವಸೆ ನೀಡಿದರು. <box>528 1571 733 1663</box>
issue-date: ಭಾನುವಾರ 22 ಸೆಪ್ಟೆಂಬರ್ 2019 <box>1157 207 1360 228</box>
powercut-divider <box>1083 1246 1084 1498</box>
powercut-title: ಇಂದು ವಿದ್ಯುತ್ ವ್ಯತ್ಯಯ <box>1204 1247 1315 1264</box>
kerala-photo <box>215 1570 520 1718</box>
tomorrow-rule <box>1089 1374 1430 1375</box>
election-subhead-bar <box>361 946 722 970</box>
hdk-portrait <box>776 1281 878 1383</box>
sports-box <box>1113 1565 1430 1959</box>
sports-box-title: ನಮಗೆ ಅನ್ಯಾಯವಾಗಿದೆ: ತಾಲೂಕು ಮಟ್ಟದ ಕ್ರೀಡಾಪಟುಗಳ ಆರೋಪ <box>1115 1585 1428 1608</box>
dasara-photo-caption: ಚಾಮರಾಜನಗರ, ಸೆ.21- ಜಿಲ್ಲಾ ಮಟ್ಟದ ದಸರಾ ಕ್ರೀಡಾಕೂಟವನ್ನು ಗಣ್ಯರು ಉದ್ಘಾಟಿಸಿದರು. <box>746 1708 922 1731</box>
atrocity-text: ಮಂಡ್ಯ, ಸೆ.21- ಬಳ್ಳಾರಿ ಜಿಲ್ಲೆ ಕುಡ್ಲಿಗಿ ತಾಲೂಕಿನ ಗ್ರಾಮದಲ್ಲಿ ಅಪ್ರಾಪ್ತೆ ಮೇಲೆ ಅತ್ಯಾಚಾರವೆಸಗಿ ಕೊಲೆ ಮಾಡಿರುವುದನ್ನು ಖಂಡಿಸಿ ಜಿಲ್ಲೆಯಲ್ಲಿ ನಗರದ ಸಿಲ್ವರ್ ಜ್ಯೂಬಿಲಿ ಪಾರ್ಕ್‌ನಿಂದ ಜಿಲ್ಲಾಧಿಕಾರಿ ಕಚೇರಿವರೆಗೆ ವಿವಿಧ ಸಂಘಟನೆಗಳ ಕಾರ್ಯಕರ್ತರು ಪ್ರತಿಭಟನೆ ನಡೆಸಿದರು. ತಾಲೂಕು ಮಹಿಳಾ ಸಂಘ ಹಾಗೂ ಆರೋಪಿಗಳನ್ನು ಕೂಡಲೇ ಬಂಧಿಸಿ ಕಠಿಣ ಶಿಕ್ಷೆ ನೀಡಬೇಕು. ಸಂತ್ರಸ್ತೆ ಕುಟುಂಬಕ್ಕೆ ಸರ್ಕಾರ ಪರಿಹಾರ ನೀಡಬೇಕು. ಪ್ರಕರಣವನ್ನು ಸಿಐಡಿ ತನಿಖೆಗೆ ಒಪ್ಪಿಸಬೇಕು ಎಂದು ಒತ್ತಾಯಿಸಿದರು. ಪ್ರತಿಭಟನೆಯಲ್ಲಿ ವಿದ್ಯಾರ್ಥಿಗಳು, ಮಹಿಳೆಯರು ಪಾಲ್ಗೊಂಡಿದ್ದರು. ಬಳಿಕ ಜಿಲ್ಲಾಧಿಕಾರಿಗಳಿಗೆ ಮನವಿ ಸಲ್ಲಿಸಿದರು. ಈ ಸಂದರ್ಭದಲ್ಲಿ ಸಂಘಟನೆಯ ಪದಾಧಿಕಾರಿಗಳು ಮುಖಂಡರು ಉಪಸ್ಥಿತರಿದ್ದರು. <box>865 912 1083 1044</box>
kodava-books-text: ಮಡಿಕೇರಿ, ಸೆ.21- ಕೊಡವ ಮಕ್ಕಡ ಕೂಟ ಮತ್ತು ಅವಲ ಕೊಡವ ಸಮಾಜ ಪೊಮ್ಮಕ್ಕಡ ಪರಿಷತ್ ಸಹಯೋಗದಲ್ಲಿ ನಗರದ ಪತ್ರಿಕಾ ಭವನದಲ್ಲಿ ಮೂರು ಪುಸ್ತಕಗಳನ್ನು ಲೋಕಾರ್ಪಣೆ ಮಾಡಲಾಯಿತು. ಬಾಚರಣಿಯಂಡ ರಾಣು ಅಪ್ಪಣ್ಣ ಅವರ ಕೊಟ್ಟುಕತ್ತೀರ ಪ್ರಕಾಶ್ ಕಾರ್ಯಪ್ಪ ರಚಿಸಿರುವ 'ಕಾವೇರಿ ಬಲಿಯ' (ಕನ್ನಡ), ಮಡಿಕೇರಿಯ ನಿವಾಸಿ ಡಾ. ಕೊಡವ ಸಾಹಿತಿ ಬಾಚಮಂಡ ಶೋಭಾ ಸುಬ್ಬಯ್ಯ ಅವರ 'ತುಂಬ ತೆಂಗೆ' ಪುಸ್ತಕ ಹಾಗೂ ಕೊಟ್ಟುಕತ್ತೀರ ಪ್ರಕಾಶ್ ಕಾರ್ಯಪ್ಪ ಬರೆದಿರುವ 'ವಿದ್ಯಾ ಕಲ್ಯಾಣ' ಪುಸ್ತಕಗಳನ್ನು ಗಣ್ಯರು ಬಿಡುಗಡೆ ಮಾಡಿದರು. ಕೊಡವ ಸಾಹಿತ್ಯ ಅಕಾಡೆಮಿ ಅಧ್ಯಕ್ಷರು, ಸಾಹಿತಿಗಳು ಹಾಗೂ ಕೊಡವ ಸಮಾಜದ ಪದಾಧಿಕಾರಿಗಳು ಭಾಗವಹಿಸಿದ್ದರು. ಕಾರ್ಯಕ್ರಮದಲ್ಲಿ ವಿದ್ಯಾರ್ಥಿಗಳಿಗೆ ಬಹುಮಾನ ವಿತರಿಸಲಾಯಿತು. <box>1081 430 1430 522</box>
